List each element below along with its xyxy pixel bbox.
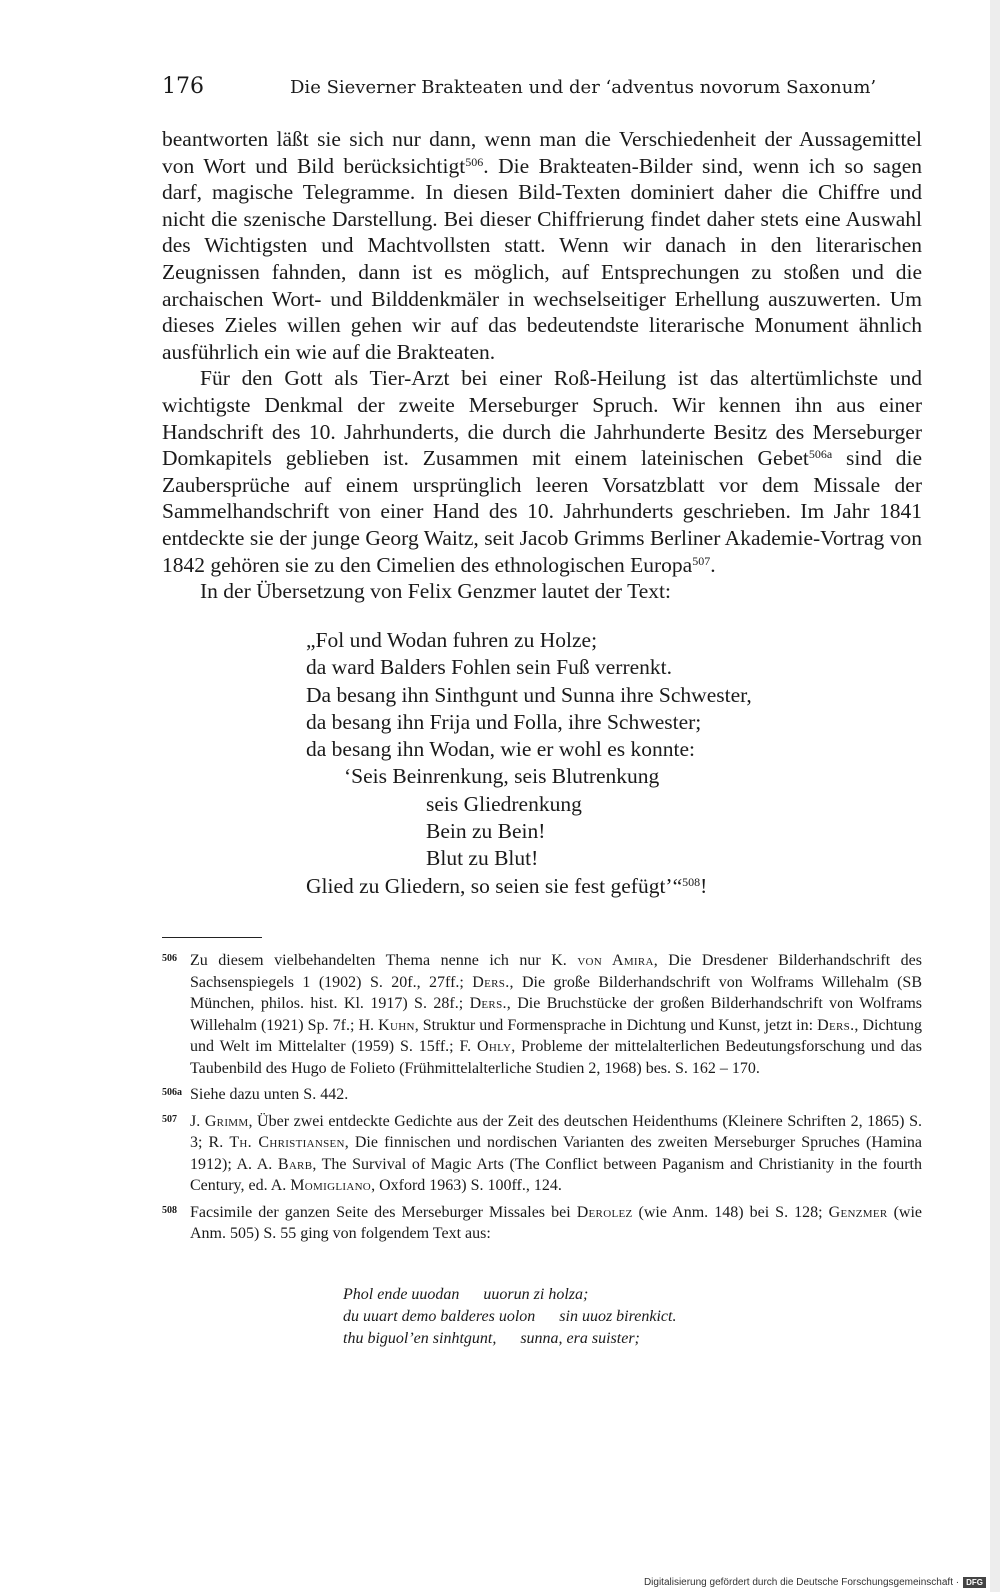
footnote-text: , The Survival of Magic Arts (The Conflict between Paganism and Christianity in the fourth Century, ed. A. (190, 1155, 922, 1194)
footnote-text: , Die Bruchstücke der großen Bilderhandschrift von Wolframs Willehalm (1921) Sp. 7f.; H. (190, 995, 923, 1034)
footnote-text: Siehe dazu unten S. 442. (190, 1086, 349, 1103)
paragraph-2-text-b: sind die Zaubersprüche auf einem ursprünglich leeren Vorsatzblatt vor dem Missale der Sammelhandschrift von einer Hand des 10. Jahrhunderts geschrieben. Im Jahr 1841 entdeckte sie der junge Georg Waitz, seit Jacob Grimms Berliner Akademie-Vortrag von 1842 gehören sie zu den Cimelien des ethnologischen Europa (162, 446, 922, 577)
paragraph-1-text-b: . Die Brakteaten-Bilder sind, wenn ich so sagen darf, magische Telegramme. In diesen Bild-Texten dominiert daher die Chiffre und nicht die szenische Darstellung. Bei dieser Chiffrierung findet daher stets eine Auswahl des Wichtigsten und Machtvollsten statt. Wenn wir danach in den literarischen Zeugnissen fahnden, dann ist es möglich, auf Entsprechungen zu stoßen und die archaischen Wort- und Bilddenkmäler in wechselseitiger Erhellung auszuwerten. Um dieses Zieles willen gehen wir auf das bedeutendste literarische Monument ähnlich ausführlich ein wie auf die Brakteaten. (162, 153, 922, 364)
footnote-ref-507: 507 (692, 553, 711, 568)
author-name: von Amira (577, 952, 654, 969)
page-number: 176 (162, 74, 204, 99)
footnote-text: , Struktur und Formensprache in Dichtung und Kunst, jetzt in: (414, 1016, 818, 1034)
author-name: Th. Christiansen (229, 1134, 345, 1151)
poem-line: da besang ihn Wodan, wie er wohl es konnte: (306, 737, 695, 762)
footnote-ref-506: 506 (465, 154, 484, 169)
poem-line: Da besang ihn Sinthgunt und Sunna ihre Schwester, (306, 682, 752, 707)
footnote-text: , Probleme der mittelalterlichen Bedeutungsforschung und das Taubenbild des Hugo de Folieto (Frühmittelalterliche Studien 2, 1968) bes. S. 162 – 170. (190, 1038, 922, 1077)
poem-line: da besang ihn Frija und Folla, ihre Schwester; (306, 709, 702, 734)
author-name: Derolez (576, 1203, 633, 1221)
digitization-footer (644, 1577, 986, 1588)
paragraph-1-text-a: beantworten läßt sie sich nur dann, wenn man die Verschiedenheit der Aussagemittel von Wort und Bild berücksichtigt (162, 127, 922, 178)
footnote-text: (wie Anm. 505) S. 55 ging von folgendem Text aus: (190, 1203, 922, 1242)
footnote-508 (162, 1202, 922, 1245)
author-name: Ders. (469, 995, 507, 1012)
author-name: Ders. (472, 973, 510, 991)
poem-line: Bein zu Bein! (426, 819, 546, 844)
footnote-number: 507 (162, 1113, 177, 1125)
paragraph-2 (162, 365, 922, 578)
poem-line: Blut zu Blut! (426, 846, 539, 871)
author-name: Barb (277, 1155, 313, 1173)
old-high-german-quote (343, 1284, 903, 1350)
quote-line: Phol ende uuodan uuorun zi holza; (343, 1286, 589, 1303)
footer-text: Digitalisierung gefördert durch die Deutsche Forschungsgemeinschaft · (643, 1577, 960, 1588)
quote-line: thu biguol’en sinhtgunt, sunna, era suister; (343, 1330, 640, 1347)
poem-line: „Fol und Wodan fuhren zu Holze; (306, 628, 598, 652)
author-name: Momigliano (290, 1177, 372, 1194)
footnote-number: 508 (162, 1204, 177, 1216)
footnote-text: Facsimile der ganzen Seite des Merseburger Missales bei (190, 1203, 577, 1221)
paragraph-1 (162, 126, 922, 365)
author-name: Genzmer (828, 1203, 888, 1221)
footnote-507 (162, 1111, 922, 1197)
footnote-text: , Die Dresdener Bilderhandschrift des Sachsenspiegels 1 (1902) S. 20f., 27ff.; (190, 952, 922, 991)
footnotes (162, 950, 922, 1250)
footnote-number: 506 (162, 953, 177, 964)
paragraph-2-text-c: . (710, 552, 716, 577)
running-title: Die Sieverner Brakteaten und der ‘adventus novorum Saxonum’ (290, 77, 877, 98)
footnote-ref-508: 508 (682, 874, 701, 889)
poem-line: ‘Seis Beinrenkung, seis Blutrenkung (344, 764, 660, 789)
author-name: Ohly (476, 1038, 512, 1055)
poem-line: seis Gliedrenkung (426, 791, 582, 816)
poem-last-line (306, 873, 906, 900)
quote-line: du uuart demo balderes uolon sin uuoz birenkict. (343, 1308, 677, 1325)
dfg-logo: DFG (963, 1577, 986, 1588)
scan-edge (990, 0, 1000, 1592)
paragraph-2-text-a: Für den Gott als Tier-Arzt bei einer Roß-Heilung ist das altertümlichste und wichtigste Denkmal der zweite Merseburger Spruch. Wir kennen ihn aus einer Handschrift des 10. Jahrhunderts, die durch die Jahrhunderte Besitz des Merseburger Domkapitels geblieben ist. Zusammen mit einem lateinischen Gebet (162, 366, 922, 471)
footnote-text: , Oxford 1963) S. 100ff., 124. (371, 1177, 562, 1194)
poem-line: da ward Balders Fohlen sein Fuß verrenkt. (306, 655, 673, 680)
author-name: Grimm (204, 1112, 249, 1130)
main-text (162, 126, 922, 605)
footnote-text: Zu diesem vielbehandelten Thema nenne ich nur K. (190, 952, 578, 969)
footnote-506a (162, 1084, 922, 1106)
footnote-number: 506a (162, 1087, 182, 1098)
footnote-rule (162, 937, 262, 938)
author-name: Ders. (817, 1016, 855, 1034)
footnote-text: , Dichtung und Welt im Mittelalter (1959) S. 15ff.; F. (190, 1016, 922, 1055)
footnote-text: J. (190, 1112, 205, 1130)
poem-line-tail: ! (700, 873, 708, 898)
footnote-text: (wie Anm. 148) bei S. 128; (632, 1203, 829, 1221)
footnote-ref-506a: 506a (808, 447, 833, 462)
author-name: Kuhn (378, 1016, 415, 1034)
footnote-text: , Die finnischen und nordischen Varianten des zweiten Merseburger Spruches (Hamina 1912); A. A. (190, 1134, 922, 1173)
poem-line-text: Glied zu Gliedern, so seien sie fest gefügt’“ (306, 873, 683, 898)
paragraph-3: In der Übersetzung von Felix Genzmer lautet der Text: (200, 579, 671, 604)
footnote-506 (162, 950, 922, 1079)
running-header (162, 74, 922, 104)
footnote-text: , Die große Bilderhandschrift von Wolframs Willehalm (SB München, philos. hist. Kl. 1917) S. 28f.; (190, 973, 922, 1012)
footnote-text: , Über zwei entdeckte Gedichte aus der Zeit des deutschen Heidenthums (Kleinere Schriften 2, 1865) S. 3; R. (190, 1112, 922, 1151)
poem-translation (306, 627, 906, 900)
